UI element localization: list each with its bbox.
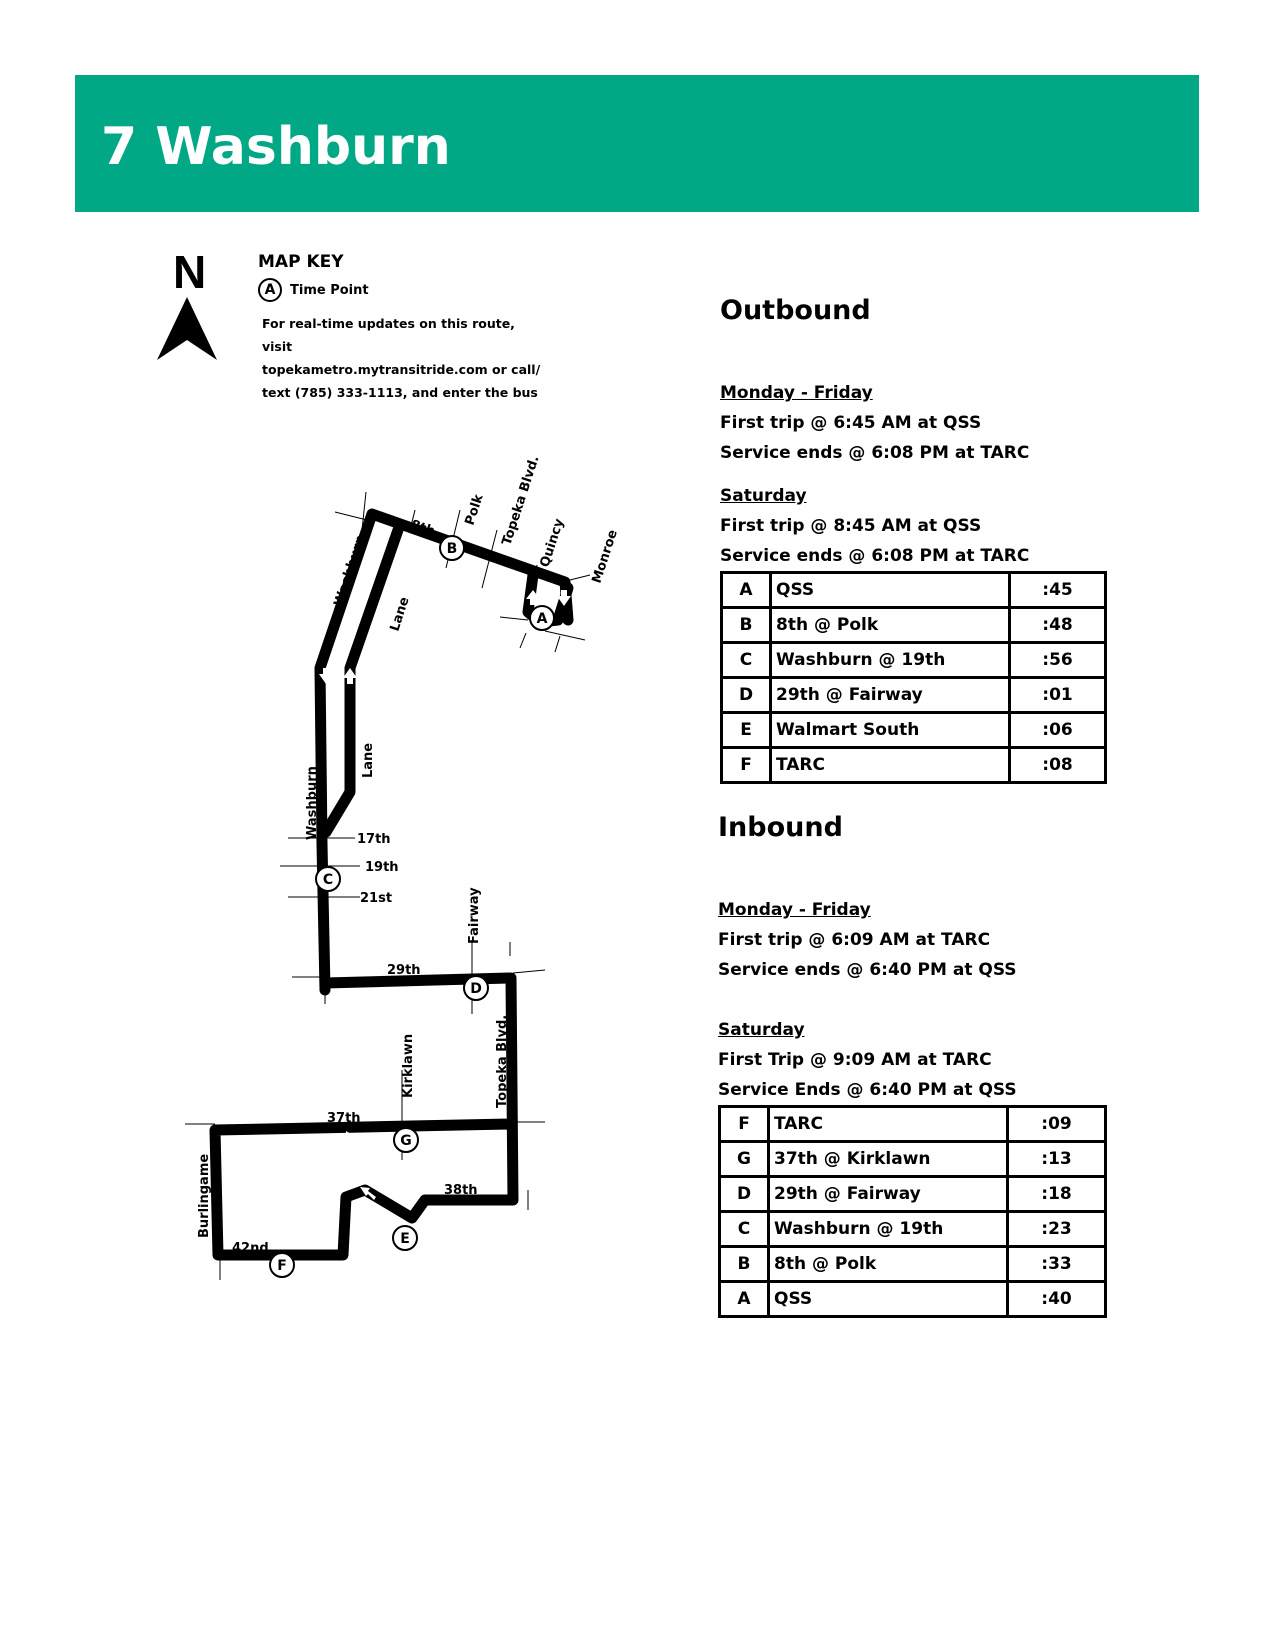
stop-name: 37th @ Kirklawn (769, 1142, 1008, 1177)
info-line: For real-time updates on this route, visit (262, 316, 515, 354)
table-row (720, 1212, 1106, 1247)
svg-text:F: F (277, 1258, 287, 1274)
table-row (722, 713, 1106, 748)
inbound-weekday-service-ends: Service ends @ 6:40 PM at QSS (718, 960, 1017, 980)
time-point-f (270, 1253, 294, 1277)
time-point-e (393, 1226, 417, 1250)
street-label-38th: 38th (444, 1183, 478, 1198)
time-point-letter: C (720, 1212, 769, 1247)
stop-name: 8th @ Polk (769, 1247, 1008, 1282)
street-label-8th: 8th (408, 517, 437, 540)
stop-name: 29th @ Fairway (769, 1177, 1008, 1212)
info-line: text (785) 333-1113, and enter the bus (262, 385, 538, 400)
table-row (722, 573, 1106, 608)
time-point-letter: B (720, 1247, 769, 1282)
outbound-saturday-label: Saturday (720, 486, 807, 506)
time-point-letter: E (722, 713, 771, 748)
outbound-title: Outbound (720, 295, 871, 326)
stop-time: :33 (1008, 1247, 1106, 1282)
map-key (258, 252, 548, 404)
outbound-weekday-label: Monday - Friday (720, 383, 873, 403)
map-key-time-point (258, 278, 548, 302)
stop-time: :45 (1010, 573, 1106, 608)
street-label-topeka-blvd: Topeka Blvd. (499, 453, 543, 548)
time-point-letter: A (720, 1282, 769, 1317)
table-row (722, 608, 1106, 643)
street-label-37th: 37th (327, 1111, 361, 1126)
time-point-letter: F (720, 1107, 769, 1142)
time-point-letter: A (722, 573, 771, 608)
north-arrow-icon (155, 245, 230, 370)
stop-name: 8th @ Polk (771, 608, 1010, 643)
street-label-19th: 19th (365, 860, 399, 875)
table-row (722, 643, 1106, 678)
time-point-d (464, 976, 488, 1000)
street-label-lane: Lane (387, 595, 413, 634)
street-label-fairway: Fairway (467, 887, 482, 944)
street-label-lane: Lane (361, 742, 376, 778)
info-line: topekametro.mytransitride.com or call/ (262, 362, 541, 377)
stop-time: :48 (1010, 608, 1106, 643)
stop-name: 29th @ Fairway (771, 678, 1010, 713)
time-point-letter: B (722, 608, 771, 643)
street-label-topeka-blvd: Topeka Blvd. (495, 1014, 510, 1108)
inbound-saturday-service-ends: Service Ends @ 6:40 PM at QSS (718, 1080, 1017, 1100)
street-label-monroe: Monroe (589, 528, 621, 586)
north-letter: N (173, 246, 207, 298)
route-title: 7 Washburn (101, 117, 451, 177)
inbound-weekday-label: Monday - Friday (718, 900, 871, 920)
table-row (720, 1282, 1106, 1317)
table-row (720, 1247, 1106, 1282)
compass (155, 245, 230, 370)
time-point-label: Time Point (290, 282, 369, 298)
street-label-17th: 17th (357, 832, 391, 847)
street-label-29th: 29th (387, 963, 421, 978)
outbound-weekday-first-trip: First trip @ 6:45 AM at QSS (720, 413, 982, 433)
time-point-letter: C (722, 643, 771, 678)
stop-time: :13 (1008, 1142, 1106, 1177)
table-row (720, 1177, 1106, 1212)
outbound-saturday-service-ends: Service ends @ 6:08 PM at TARC (720, 546, 1030, 566)
stop-time: :08 (1010, 748, 1106, 783)
inbound-title: Inbound (718, 812, 843, 843)
svg-text:B: B (446, 541, 458, 557)
time-point-b (440, 536, 464, 560)
table-row (720, 1107, 1106, 1142)
stop-time: :56 (1010, 643, 1106, 678)
inbound-timetable (718, 1105, 1107, 1318)
time-point-icon: A (258, 278, 282, 302)
stop-time: :09 (1008, 1107, 1106, 1142)
time-point-letter: D (722, 678, 771, 713)
svg-text:G: G (400, 1133, 412, 1149)
street-label-kirklawn: Kirklawn (401, 1033, 416, 1098)
direction-arrows (319, 590, 571, 1200)
time-point-letter: G (720, 1142, 769, 1177)
svg-text:D: D (470, 981, 482, 997)
outbound-section (720, 295, 1120, 784)
outbound-timetable (720, 571, 1107, 784)
street-label-burlingame: Burlingame (197, 1153, 212, 1238)
time-point-letter: F (722, 748, 771, 783)
stop-name: TARC (769, 1107, 1008, 1142)
stop-name: Washburn @ 19th (769, 1212, 1008, 1247)
outbound-saturday-first-trip: First trip @ 8:45 AM at QSS (720, 516, 982, 536)
street-label-42nd: 42nd (232, 1241, 269, 1256)
street-label-21st: 21st (360, 891, 393, 906)
realtime-info (258, 312, 548, 404)
stop-time: :06 (1010, 713, 1106, 748)
route-header-banner (75, 75, 1199, 212)
inbound-saturday-label: Saturday (718, 1020, 805, 1040)
inbound-saturday-first-trip: First Trip @ 9:09 AM at TARC (718, 1050, 992, 1070)
table-row (720, 1142, 1106, 1177)
street-label-quincy: Quincy (537, 516, 568, 570)
time-point-g (394, 1128, 418, 1152)
time-point-c (316, 867, 340, 891)
stop-name: TARC (771, 748, 1010, 783)
svg-text:E: E (400, 1231, 410, 1247)
svg-text:A: A (536, 611, 548, 627)
street-label-washburn: Washburn (305, 766, 320, 840)
stop-name: Walmart South (771, 713, 1010, 748)
street-label-polk: Polk (462, 492, 487, 528)
svg-text:C: C (322, 872, 334, 888)
route-map (170, 440, 621, 1300)
stop-name: QSS (769, 1282, 1008, 1317)
time-point-a (530, 606, 554, 630)
stop-time: :01 (1010, 678, 1106, 713)
stop-name: QSS (771, 573, 1010, 608)
outbound-weekday-service-ends: Service ends @ 6:08 PM at TARC (720, 443, 1030, 463)
street-label-washburn: Washburn (331, 533, 369, 609)
stop-time: :40 (1008, 1282, 1106, 1317)
table-row (722, 678, 1106, 713)
stop-name: Washburn @ 19th (771, 643, 1010, 678)
inbound-section (718, 812, 1118, 1318)
inbound-weekday-first-trip: First trip @ 6:09 AM at TARC (718, 930, 991, 950)
table-row (722, 748, 1106, 783)
stop-time: :23 (1008, 1212, 1106, 1247)
map-key-title: MAP KEY (258, 252, 344, 272)
stop-time: :18 (1008, 1177, 1106, 1212)
time-point-letter: D (720, 1177, 769, 1212)
